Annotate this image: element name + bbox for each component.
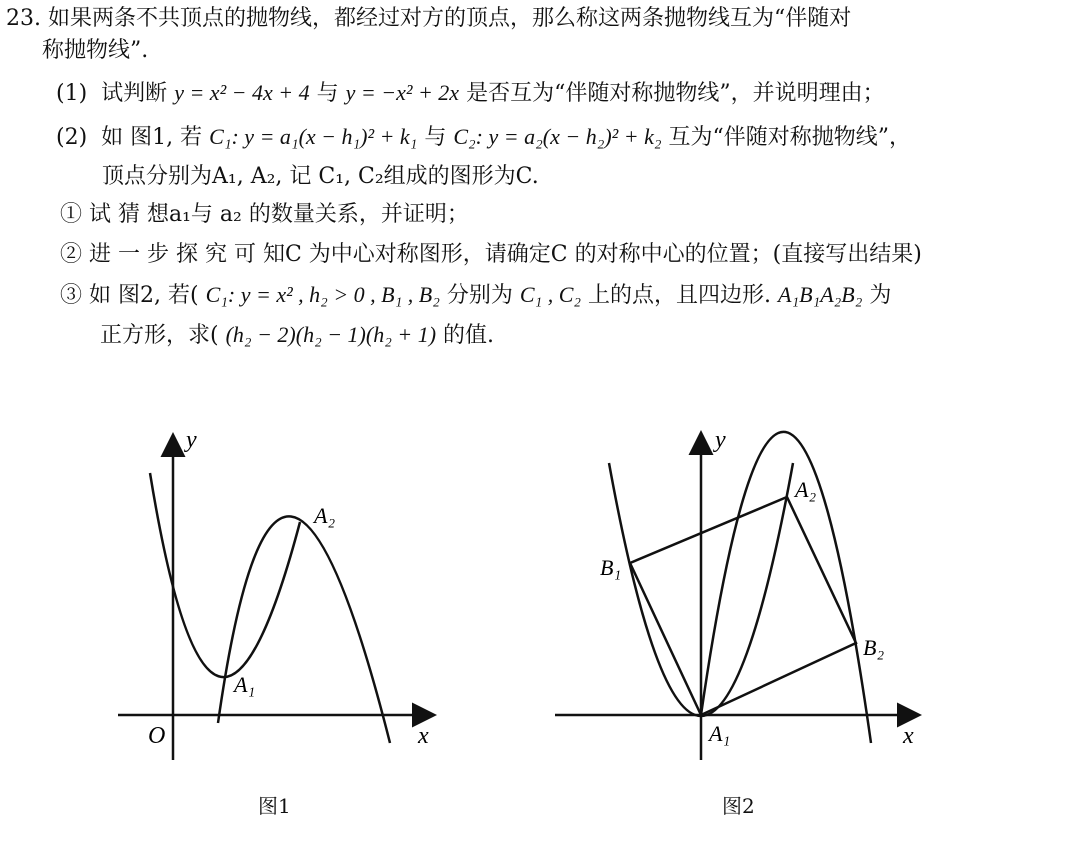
question-2-line-2 [102,162,539,192]
sub-question-2 [60,240,922,270]
figure-1 [100,425,460,765]
q1-equation-1: y = x² − 4x + 4 [174,80,310,105]
q2-text-c: 互为“伴随对称抛物线”， [668,125,912,150]
figure-1-caption: 图1 [258,794,291,818]
x-axis-label: x [418,723,429,749]
x-axis-label: x [903,723,914,749]
s3-text-b: 分别为 [446,283,513,308]
parabola-c2 [218,516,390,743]
problem-intro-cont: 称抛物线”. [42,38,149,63]
q1-text-b: 与 [316,81,339,106]
figure-2 [545,425,945,765]
s3-text-d: 为 [869,283,892,308]
square-a1b1a2b2 [630,497,856,715]
figure-2-caption: 图2 [722,794,755,818]
s3-equation-4: (h₂ − 2)(h₂ − 1)(h₂ + 1) [225,322,437,347]
s3-text-a: ③ 如 图2, 若( [60,283,199,308]
q1-text-a: 试判断 [101,81,168,106]
problem-line-1 [6,4,851,34]
q2-vertex-text: 顶点分别为A₁, A₂, 记 C₁, C₂组成的图形为C. [102,164,539,189]
q2-text-a: 如 图1, 若 [101,125,203,150]
q2-equation-2: C₂: y = a₂(x − h₂)² + k₂ [453,124,662,149]
sub-question-3 [60,280,891,311]
s3-line2-text-a: 正方形，求( [100,323,219,348]
y-axis-label: y [715,427,726,453]
point-b1-label: B₁ [600,555,622,580]
q2-text-b: 与 [424,125,447,150]
q2-label: (2) [56,125,88,150]
sub-question-3-line-2 [100,320,494,351]
q1-equation-2: y = −x² + 2x [345,80,460,105]
s3-equation-1: C₁: y = x² , h₂ > 0 , B₁ , B₂ [205,282,440,307]
vertex-a2-label: A₂ [314,503,336,528]
question-1 [56,78,885,109]
point-a2-label: A₂ [795,477,817,502]
problem-intro: 如果两条不共顶点的抛物线，都经过对方的顶点，那么称这两条抛物线互为“伴随对 [48,6,852,31]
problem-line-2 [42,36,148,66]
origin-label: O [148,723,166,749]
question-2 [56,122,911,153]
problem-number: 23. [6,6,41,31]
s3-equation-2: C₁ , C₂ [519,282,582,307]
q1-label: (1) [56,81,88,106]
vertex-a1-label: A₁ [234,672,256,697]
q2-equation-1: C₁: y = a₁(x − h₁)² + k₁ [209,124,418,149]
s3-line2-text-b: 的值. [443,323,495,348]
point-a1-label: A₁ [709,721,731,746]
s3-text-c: 上的点，且四边形. [588,283,772,308]
point-b2-label: B₂ [863,635,885,660]
s3-equation-3: A₁B₁A₂B₂ [778,282,863,307]
y-axis-label: y [186,427,197,453]
sub-question-1 [60,200,469,230]
q1-text-c: 是否互为“伴随对称抛物线”，并说明理由； [466,81,885,106]
s2-text: ② 进 一 步 探 究 可 知C 为中心对称图形，请确定C 的对称中心的位置；(直接写出结果) [60,242,922,267]
s1-text: ① 试 猜 想a₁与 a₂ 的数量关系，并证明； [60,202,469,227]
